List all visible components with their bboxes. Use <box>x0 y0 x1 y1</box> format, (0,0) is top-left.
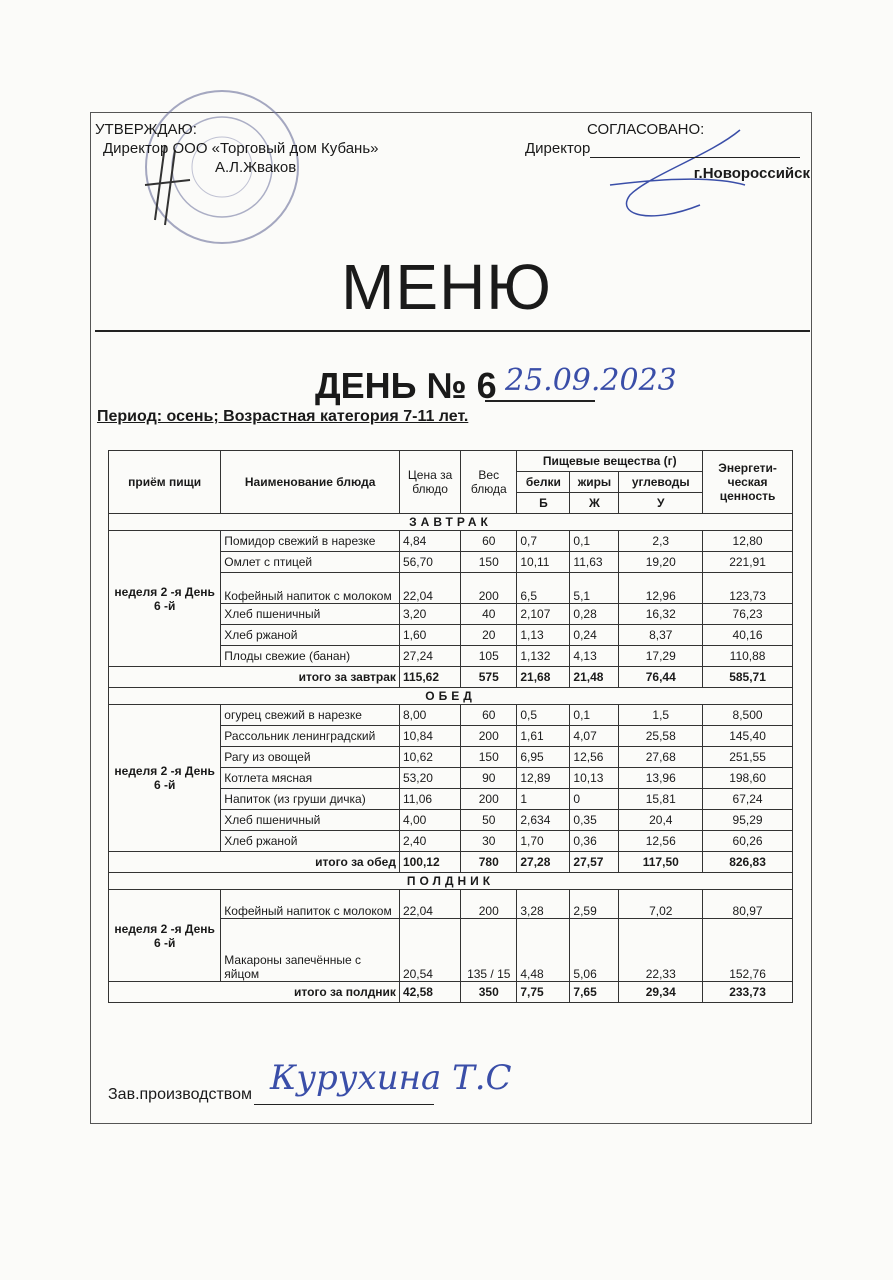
date-underline <box>485 400 595 402</box>
protein-cell: 2,107 <box>517 604 570 625</box>
protein-cell: 10,11 <box>517 552 570 573</box>
col-fats: жиры <box>570 472 619 493</box>
price-cell: 27,24 <box>399 646 460 667</box>
carb-cell: 13,96 <box>619 768 703 789</box>
weight-cell: 20 <box>461 625 517 646</box>
weight-cell: 30 <box>461 831 517 852</box>
carb-cell: 22,33 <box>619 919 703 982</box>
protein-cell: 0,7 <box>517 531 570 552</box>
total-row <box>109 982 793 1003</box>
total-price: 115,62 <box>399 667 460 688</box>
fat-cell: 0,24 <box>570 625 619 646</box>
price-cell: 2,40 <box>399 831 460 852</box>
total-label: итого за полдник <box>109 982 400 1003</box>
protein-cell: 1,13 <box>517 625 570 646</box>
dish-name: Хлеб ржаной <box>221 831 400 852</box>
approve-role: Директор ООО «Торговый дом Кубань» <box>103 140 379 157</box>
fat-cell: 5,06 <box>570 919 619 982</box>
title-divider <box>95 330 810 332</box>
energy-cell: 60,26 <box>703 831 793 852</box>
weight-cell: 200 <box>461 726 517 747</box>
price-cell: 10,84 <box>399 726 460 747</box>
energy-cell: 251,55 <box>703 747 793 768</box>
price-cell: 20,54 <box>399 919 460 982</box>
weight-cell: 105 <box>461 646 517 667</box>
energy-cell: 40,16 <box>703 625 793 646</box>
fat-cell: 0,28 <box>570 604 619 625</box>
col-u: У <box>619 493 703 514</box>
protein-cell: 2,634 <box>517 810 570 831</box>
fat-cell: 0 <box>570 789 619 810</box>
city-label: г.Новороссийск <box>693 165 810 182</box>
agreed-role: Директор <box>525 140 591 157</box>
carb-cell: 12,56 <box>619 831 703 852</box>
price-cell: 11,06 <box>399 789 460 810</box>
dish-name: Омлет с птицей <box>221 552 400 573</box>
col-b: Б <box>517 493 570 514</box>
meal-cell: неделя 2 -я День 6 -й <box>109 890 221 982</box>
section-title: ОБЕД <box>109 688 793 705</box>
total-price: 42,58 <box>399 982 460 1003</box>
period-line: Период: осень; Возрастная категория 7-11 лет. <box>97 408 469 425</box>
col-carbs: углеводы <box>619 472 703 493</box>
fat-cell: 5,1 <box>570 573 619 604</box>
section-title: ПОЛДНИК <box>109 873 793 890</box>
weight-cell: 90 <box>461 768 517 789</box>
total-e: 585,71 <box>703 667 793 688</box>
dish-name: Рагу из овощей <box>221 747 400 768</box>
table-row <box>109 890 793 919</box>
table-row <box>109 531 793 552</box>
total-price: 100,12 <box>399 852 460 873</box>
page-title: МЕНЮ <box>341 251 552 323</box>
col-nutrients: Пищевые вещества (г) <box>517 451 703 472</box>
approval-block <box>95 120 379 177</box>
energy-cell: 8,500 <box>703 705 793 726</box>
col-price: Цена за блюдо <box>399 451 460 514</box>
footer-signature: Курухина Т.С <box>270 1058 512 1098</box>
protein-cell: 1,70 <box>517 831 570 852</box>
col-energy: Энергети-ческая ценность <box>703 451 793 514</box>
energy-cell: 123,73 <box>703 573 793 604</box>
total-row <box>109 667 793 688</box>
fat-cell: 4,13 <box>570 646 619 667</box>
energy-cell: 80,97 <box>703 890 793 919</box>
protein-cell: 1 <box>517 789 570 810</box>
protein-cell: 6,95 <box>517 747 570 768</box>
price-cell: 1,60 <box>399 625 460 646</box>
col-zh: Ж <box>570 493 619 514</box>
weight-cell: 150 <box>461 747 517 768</box>
carb-cell: 17,29 <box>619 646 703 667</box>
price-cell: 8,00 <box>399 705 460 726</box>
total-weight: 575 <box>461 667 517 688</box>
meal-cell: неделя 2 -я День 6 -й <box>109 705 221 852</box>
total-label: итого за обед <box>109 852 400 873</box>
energy-cell: 198,60 <box>703 768 793 789</box>
fat-cell: 0,1 <box>570 531 619 552</box>
weight-cell: 60 <box>461 705 517 726</box>
carb-cell: 20,4 <box>619 810 703 831</box>
carb-cell: 2,3 <box>619 531 703 552</box>
weight-cell: 135 / 15 <box>461 919 517 982</box>
col-meal: приём пищи <box>109 451 221 514</box>
fat-cell: 11,63 <box>570 552 619 573</box>
menu-table <box>108 450 793 1003</box>
dish-name: Плоды свежие (банан) <box>221 646 400 667</box>
total-b: 21,68 <box>517 667 570 688</box>
dish-name: Хлеб ржаной <box>221 625 400 646</box>
col-weight: Вес блюда <box>461 451 517 514</box>
approve-label: УТВЕРЖДАЮ: <box>95 121 197 138</box>
fat-cell: 4,07 <box>570 726 619 747</box>
weight-cell: 60 <box>461 531 517 552</box>
weight-cell: 40 <box>461 604 517 625</box>
total-u: 29,34 <box>619 982 703 1003</box>
weight-cell: 200 <box>461 573 517 604</box>
dish-name: Напиток (из груши дичка) <box>221 789 400 810</box>
weight-cell: 150 <box>461 552 517 573</box>
fat-cell: 10,13 <box>570 768 619 789</box>
energy-cell: 152,76 <box>703 919 793 982</box>
carb-cell: 15,81 <box>619 789 703 810</box>
price-cell: 22,04 <box>399 890 460 919</box>
fat-cell: 12,56 <box>570 747 619 768</box>
price-cell: 4,00 <box>399 810 460 831</box>
energy-cell: 76,23 <box>703 604 793 625</box>
total-b: 7,75 <box>517 982 570 1003</box>
price-cell: 10,62 <box>399 747 460 768</box>
total-e: 826,83 <box>703 852 793 873</box>
price-cell: 56,70 <box>399 552 460 573</box>
fat-cell: 0,36 <box>570 831 619 852</box>
day-number: ДЕНЬ № 6 <box>315 365 497 406</box>
energy-cell: 67,24 <box>703 789 793 810</box>
agreement-block <box>525 120 810 183</box>
section-title: ЗАВТРАК <box>109 514 793 531</box>
energy-cell: 221,91 <box>703 552 793 573</box>
table-row <box>109 705 793 726</box>
protein-cell: 3,28 <box>517 890 570 919</box>
carb-cell: 7,02 <box>619 890 703 919</box>
approve-name: А.Л.Жваков <box>215 159 297 176</box>
weight-cell: 50 <box>461 810 517 831</box>
total-zh: 27,57 <box>570 852 619 873</box>
energy-cell: 110,88 <box>703 646 793 667</box>
dish-name: Рассольник ленинградский <box>221 726 400 747</box>
signature-line <box>590 143 800 158</box>
carb-cell: 27,68 <box>619 747 703 768</box>
protein-cell: 0,5 <box>517 705 570 726</box>
total-e: 233,73 <box>703 982 793 1003</box>
carb-cell: 25,58 <box>619 726 703 747</box>
total-u: 76,44 <box>619 667 703 688</box>
total-weight: 350 <box>461 982 517 1003</box>
protein-cell: 1,132 <box>517 646 570 667</box>
dish-name: огурец свежий в нарезке <box>221 705 400 726</box>
total-zh: 7,65 <box>570 982 619 1003</box>
col-dish: Наименование блюда <box>221 451 400 514</box>
energy-cell: 145,40 <box>703 726 793 747</box>
carb-cell: 1,5 <box>619 705 703 726</box>
meal-cell: неделя 2 -я День 6 -й <box>109 531 221 667</box>
dish-name: Помидор свежий в нарезке <box>221 531 400 552</box>
energy-cell: 12,80 <box>703 531 793 552</box>
energy-cell: 95,29 <box>703 810 793 831</box>
price-cell: 4,84 <box>399 531 460 552</box>
footer-label: Зав.производством <box>108 1086 252 1103</box>
total-zh: 21,48 <box>570 667 619 688</box>
section-row <box>109 514 793 531</box>
dish-name: Кофейный напиток с молоком <box>221 890 400 919</box>
section-row <box>109 688 793 705</box>
price-cell: 3,20 <box>399 604 460 625</box>
total-label: итого за завтрак <box>109 667 400 688</box>
total-u: 117,50 <box>619 852 703 873</box>
weight-cell: 200 <box>461 789 517 810</box>
dish-name: Хлеб пшеничный <box>221 604 400 625</box>
fat-cell: 0,1 <box>570 705 619 726</box>
carb-cell: 19,20 <box>619 552 703 573</box>
protein-cell: 6,5 <box>517 573 570 604</box>
dish-name: Кофейный напиток с молоком <box>221 573 400 604</box>
carb-cell: 16,32 <box>619 604 703 625</box>
fat-cell: 0,35 <box>570 810 619 831</box>
protein-cell: 4,48 <box>517 919 570 982</box>
col-proteins: белки <box>517 472 570 493</box>
price-cell: 22,04 <box>399 573 460 604</box>
dish-name: Макароны запечённые с яйцом <box>221 919 400 982</box>
total-b: 27,28 <box>517 852 570 873</box>
fat-cell: 2,59 <box>570 890 619 919</box>
weight-cell: 200 <box>461 890 517 919</box>
dish-name: Хлеб пшеничный <box>221 810 400 831</box>
protein-cell: 1,61 <box>517 726 570 747</box>
price-cell: 53,20 <box>399 768 460 789</box>
total-weight: 780 <box>461 852 517 873</box>
handwritten-date: 25.09.2023 <box>505 363 677 398</box>
carb-cell: 8,37 <box>619 625 703 646</box>
agreed-label: СОГЛАСОВАНО: <box>587 121 705 138</box>
dish-name: Котлета мясная <box>221 768 400 789</box>
carb-cell: 12,96 <box>619 573 703 604</box>
total-row <box>109 852 793 873</box>
section-row <box>109 873 793 890</box>
protein-cell: 12,89 <box>517 768 570 789</box>
